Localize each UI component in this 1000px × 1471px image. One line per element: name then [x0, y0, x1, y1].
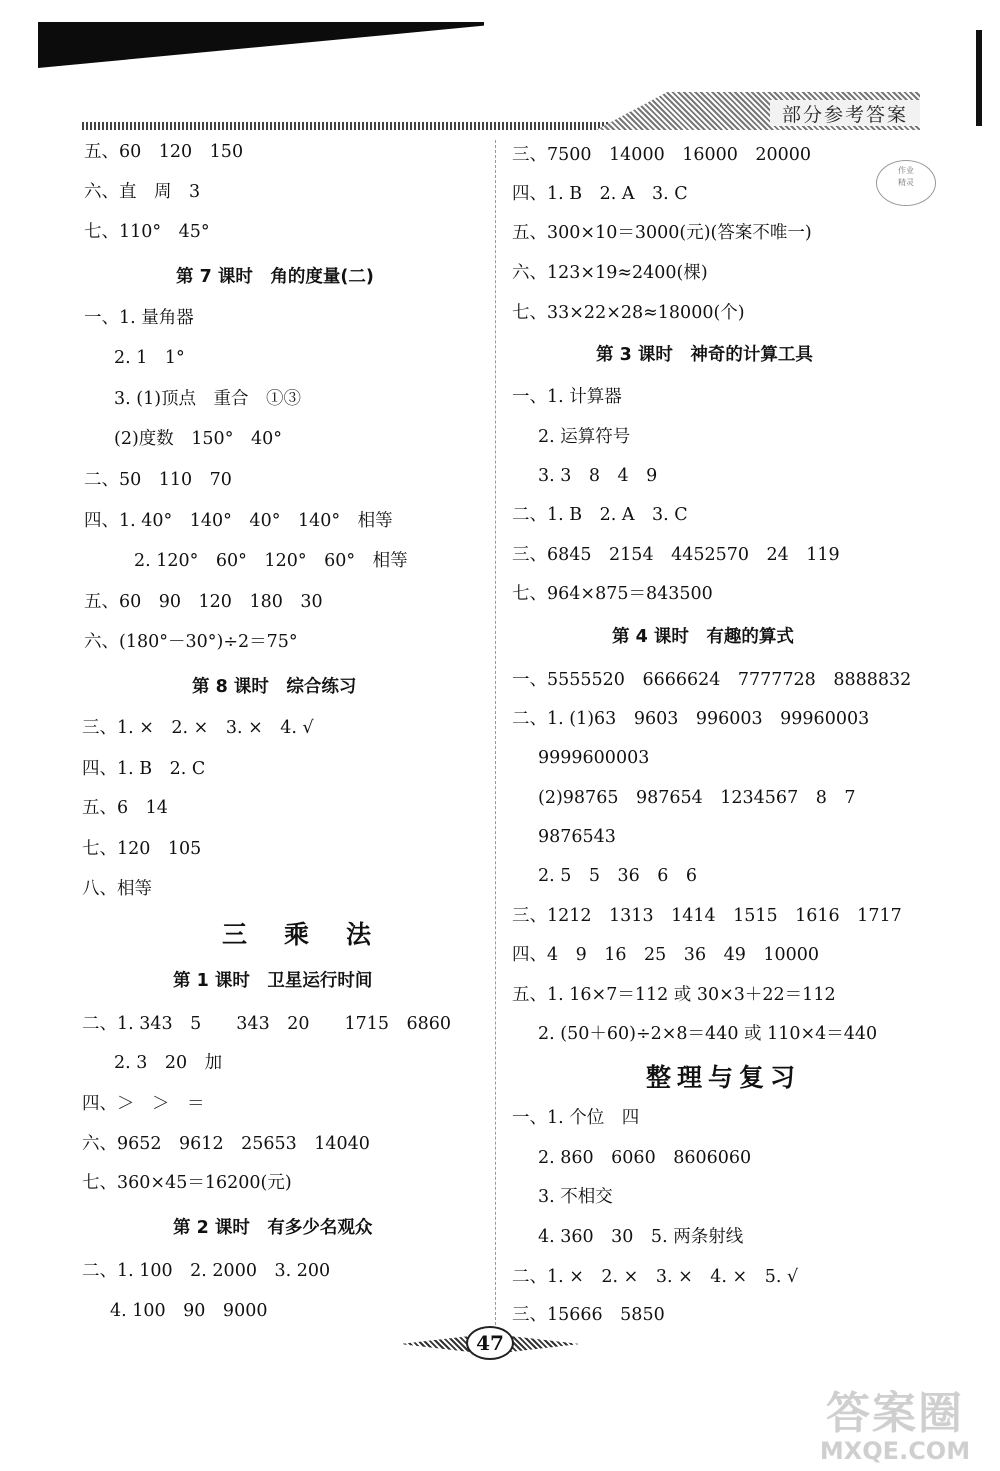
answer-line: 4. 360 30 5. 两条射线 [538, 1227, 744, 1247]
answer-line: 2. 1 1° [114, 348, 185, 368]
answer-line: 八、相等 [82, 879, 152, 899]
page-number: 47 [466, 1326, 514, 1360]
answer-line: 四、1. B 2. C [82, 759, 206, 779]
header-title: 部分参考答案 [770, 100, 920, 126]
section-title: 整理与复习 [646, 1063, 802, 1092]
top-black-bar [38, 22, 484, 68]
answer-line: 二、1. 100 2. 2000 3. 200 [82, 1261, 331, 1281]
answer-line: 2. 860 6060 8606060 [538, 1148, 752, 1168]
stamp-line-1: 作业 [898, 166, 914, 175]
answer-line: 9876543 [538, 827, 616, 847]
stamp-seal [876, 160, 936, 206]
answer-line: 七、964×875＝843500 [512, 584, 713, 604]
site-watermark [800, 1390, 990, 1468]
stamp-line-2: 精灵 [898, 178, 914, 187]
column-divider [495, 140, 496, 1350]
answer-line: 2. 3 20 加 [114, 1053, 223, 1073]
answer-line: 六、9652 9612 25653 14040 [82, 1134, 370, 1154]
scan-edge-mark [976, 30, 982, 126]
answer-line: 四、1. 40° 140° 40° 140° 相等 [84, 511, 393, 531]
answer-line: 2. 5 5 36 6 6 [538, 866, 698, 886]
footer-ornament-left [400, 1336, 470, 1352]
answer-line: 二、1. (1)63 9603 996003 99960003 [512, 709, 870, 729]
answer-line: 一、1. 量角器 [84, 308, 194, 328]
answer-line: 七、110° 45° [84, 222, 210, 242]
watermark-text: 答案圈 [826, 1388, 964, 1439]
lesson-heading: 第 1 课时 卫星运行时间 [173, 971, 373, 991]
answer-line: 六、(180°－30°)÷2＝75° [84, 632, 298, 652]
answer-line: 二、1. B 2. A 3. C [512, 505, 688, 525]
watermark-url: MXQE.COM [819, 1437, 971, 1465]
answer-line: 4. 100 90 9000 [110, 1301, 268, 1321]
answer-line: 七、360×45＝16200(元) [82, 1173, 292, 1193]
lesson-heading: 第 7 课时 角的度量(二) [176, 267, 374, 287]
answer-line: 一、1. 计算器 [512, 387, 622, 407]
answer-line: 三、1. × 2. × 3. × 4. √ [82, 718, 314, 738]
answer-line: 六、直 周 3 [84, 182, 201, 202]
answer-line: 三、15666 5850 [512, 1305, 665, 1325]
footer-ornament-right [510, 1336, 580, 1352]
answer-line: 四、4 9 16 25 36 49 10000 [512, 945, 820, 965]
answer-line: 七、33×22×28≈18000(个) [512, 303, 745, 323]
answer-line: 3. 3 8 4 9 [538, 466, 658, 486]
answer-line: (2)98765 987654 1234567 8 7 [538, 788, 856, 808]
answer-line: 二、50 110 70 [84, 470, 232, 490]
lesson-heading: 第 2 课时 有多少名观众 [173, 1218, 373, 1238]
answer-line: 五、60 90 120 180 30 [84, 592, 323, 612]
answer-line: 3. (1)顶点 重合 ①③ [114, 389, 302, 409]
answer-line: 二、1. × 2. × 3. × 4. × 5. √ [512, 1267, 799, 1287]
answer-line: 五、60 120 150 [84, 142, 244, 162]
answer-line: 3. 不相交 [538, 1187, 613, 1207]
answer-line: 三、1212 1313 1414 1515 1616 1717 [512, 906, 902, 926]
answer-line: 2. 运算符号 [538, 427, 631, 447]
answer-line: 五、6 14 [82, 798, 168, 818]
section-title: 三 乘 法 [222, 920, 378, 949]
answer-line: 七、120 105 [82, 839, 202, 859]
answer-line: 一、5555520 6666624 7777728 8888832 [512, 670, 912, 690]
answer-line: 四、＞ ＞ ＝ [82, 1094, 205, 1114]
answer-line: 五、300×10＝3000(元)(答案不唯一) [512, 223, 812, 243]
answer-line: 2. 120° 60° 120° 60° 相等 [134, 551, 408, 571]
page-footer [400, 1326, 580, 1362]
answer-line: 2. (50＋60)÷2×8＝440 或 110×4＝440 [538, 1024, 878, 1044]
answer-line: 一、1. 个位 四 [512, 1108, 640, 1128]
answer-line: 四、1. B 2. A 3. C [512, 184, 688, 204]
answer-line: 六、123×19≈2400(棵) [512, 263, 708, 283]
lesson-heading: 第 4 课时 有趣的算式 [612, 627, 794, 647]
answer-line: 9999600003 [538, 748, 650, 768]
lesson-heading: 第 3 课时 神奇的计算工具 [596, 345, 813, 365]
answer-line: 五、1. 16×7＝112 或 30×3＋22＝112 [512, 985, 836, 1005]
answer-line: (2)度数 150° 40° [114, 429, 282, 449]
answer-line: 二、1. 343 5 343 20 1715 6860 [82, 1014, 452, 1034]
lesson-heading: 第 8 课时 综合练习 [192, 677, 357, 697]
answer-line: 三、6845 2154 4452570 24 119 [512, 545, 840, 565]
answer-line: 三、7500 14000 16000 20000 [512, 145, 812, 165]
